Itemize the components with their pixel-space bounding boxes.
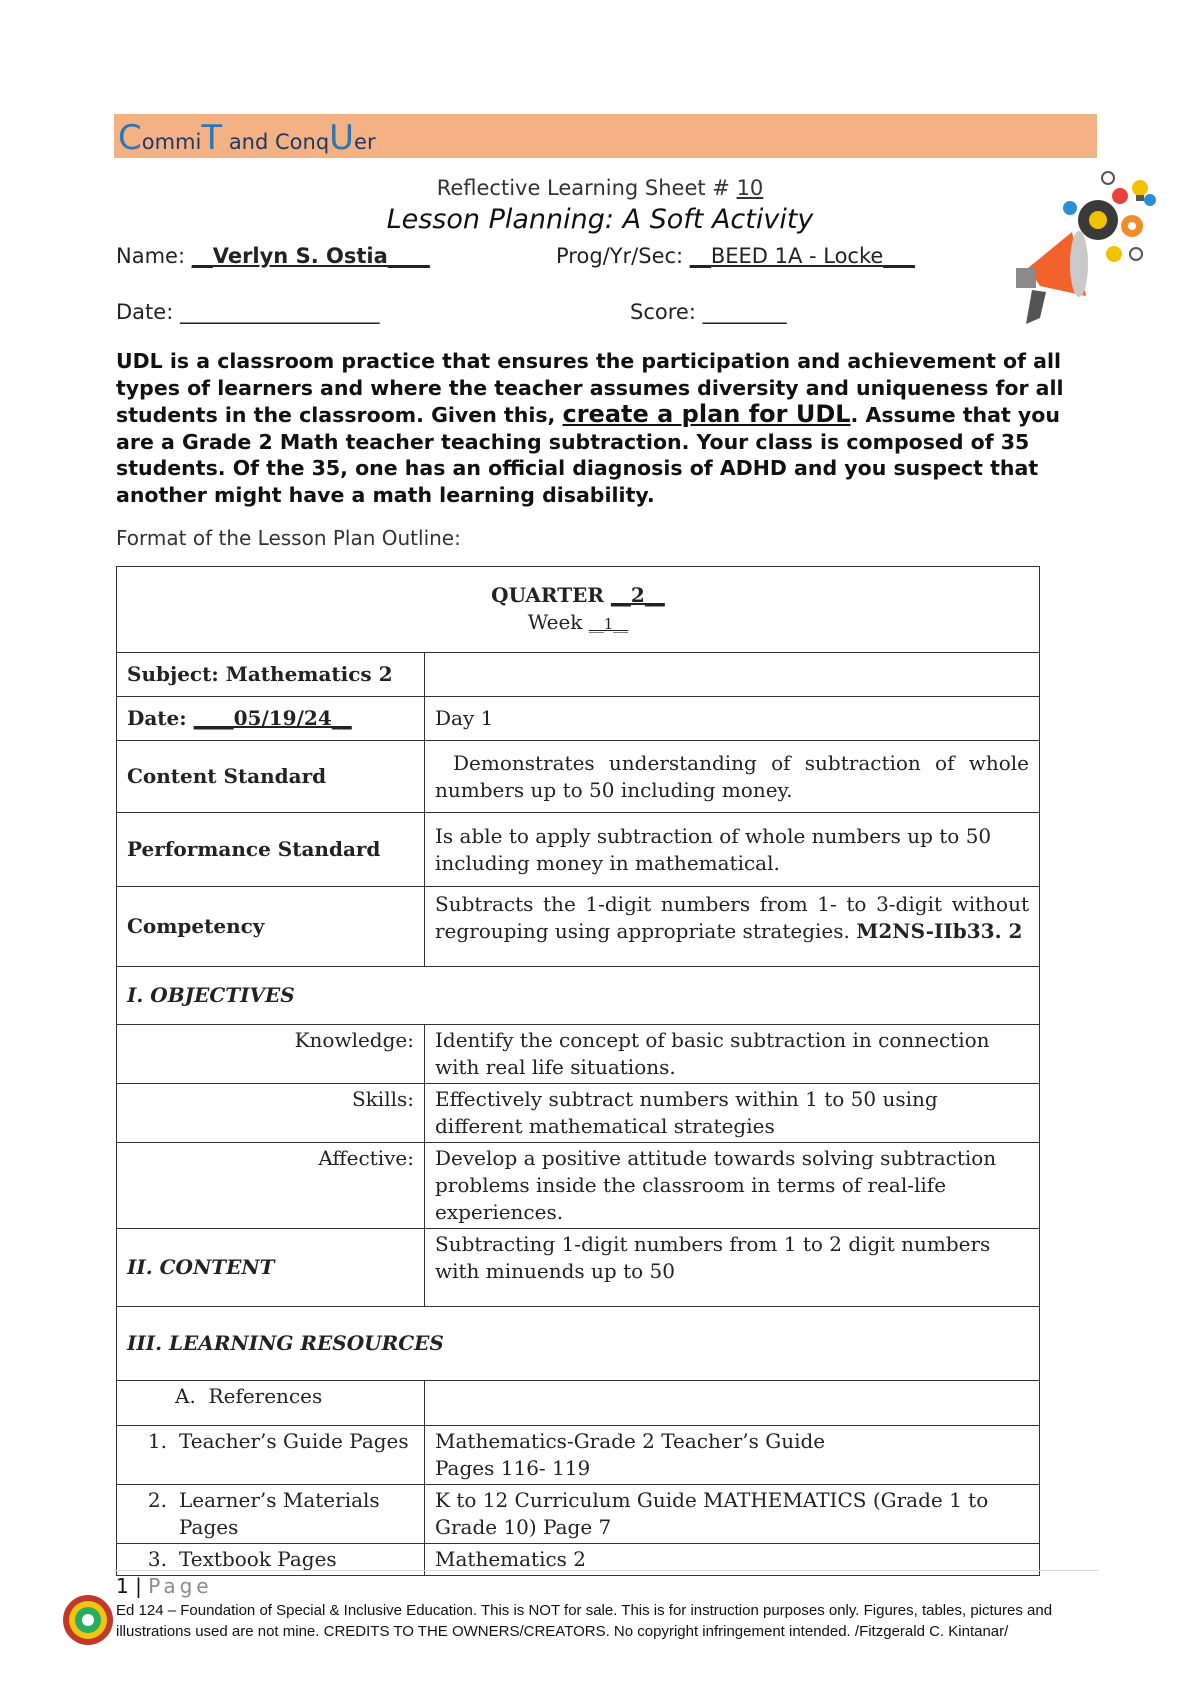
content-standard-value: Demonstrates understanding of subtraction of whole numbers up to 50 including money. <box>425 741 1040 813</box>
affective-value: Develop a positive attitude towards solving subtraction problems inside the classroom in terms of real-life experiences. <box>425 1143 1040 1229</box>
name-label: Name: <box>116 244 192 268</box>
page-title: Lesson Planning: A Soft Activity <box>386 204 814 235</box>
megaphone-gears-illustration <box>1010 168 1160 328</box>
outline-label: Format of the Lesson Plan Outline: <box>116 526 461 550</box>
week-heading: Week __1__ <box>527 609 629 634</box>
subject-label: Subject: Mathematics 2 <box>117 653 425 697</box>
emphasis-text: create a plan for UDL <box>562 400 851 428</box>
banner-text-2: and Conq <box>222 130 330 154</box>
footer-divider <box>114 1570 1098 1571</box>
competency-value: Subtracts the 1-digit numbers from 1- to 3-digit without regrouping using appropriate strategies. M2NS-IIb33. 2 <box>425 887 1040 967</box>
skills-value: Effectively subtract numbers within 1 to 50 using different mathematical strategies <box>425 1084 1040 1143</box>
table-row <box>117 1485 1040 1544</box>
performance-standard-label: Performance Standard <box>117 813 425 887</box>
table-row <box>117 1426 1040 1485</box>
subject-value <box>425 653 1040 697</box>
affective-label: Affective: <box>117 1143 425 1229</box>
score-field <box>630 300 787 324</box>
date-field <box>116 300 379 324</box>
objectives-heading: I. OBJECTIVES <box>117 967 1040 1025</box>
date-blank: ___________________ <box>179 300 380 324</box>
instructions-paragraph: UDL is a classroom practice that ensures the participation and achievement of all types of learners and where the teacher assumes diversity and uniqueness for all students in the classroom. Given this, create a plan for UDL. Assume that you are a Grade 2 Math teacher teaching subtraction. Your class is composed of 35 students. Of the 35, one has an official diagnosis of ADHD and you suspect that another might have a math learning disability. <box>116 349 1064 507</box>
ref1-label: 1. Teacher’s Guide Pages <box>117 1426 425 1485</box>
table-row <box>117 1381 1040 1426</box>
banner-letter-c: C <box>118 118 142 158</box>
ref2-label: 2. Learner’s Materials Pages <box>117 1485 425 1544</box>
date-cell: Date: ____05/19/24__ <box>117 697 425 741</box>
table-row <box>117 567 1040 653</box>
performance-standard-value: Is able to apply subtraction of whole numbers up to 50 including money in mathematical. <box>425 813 1040 887</box>
skills-label: Skills: <box>117 1084 425 1143</box>
megaphone-icon <box>1016 231 1088 324</box>
competency-label: Competency <box>117 887 425 967</box>
references-value <box>425 1381 1040 1426</box>
table-row <box>117 813 1040 887</box>
prog-field <box>556 244 915 268</box>
school-seal-icon <box>62 1594 114 1646</box>
table-row <box>117 1307 1040 1381</box>
date-label: Date: <box>116 300 180 324</box>
page-number: 1 | Page <box>116 1574 213 1598</box>
content-heading: II. CONTENT <box>117 1229 425 1307</box>
banner-text-3: er <box>354 130 376 154</box>
banner-letter-u: U <box>329 118 355 158</box>
content-value: Subtracting 1-digit numbers from 1 to 2 digit numbers with minuends up to 50 <box>425 1229 1040 1307</box>
banner-letter-t: T <box>201 118 223 158</box>
title-banner <box>114 114 1097 158</box>
ref1-value: Mathematics-Grade 2 Teacher’s Guide Pages 116- 119 <box>425 1426 1040 1485</box>
lesson-plan-table <box>116 566 1040 1576</box>
table-row <box>117 1143 1040 1229</box>
prog-value: __BEED 1A - Locke___ <box>689 244 915 268</box>
knowledge-value: Identify the concept of basic subtraction in connection with real life situations. <box>425 1025 1040 1084</box>
table-row <box>117 697 1040 741</box>
name-value: __Verlyn S. Ostia____ <box>191 244 430 268</box>
table-row <box>117 1229 1040 1307</box>
prog-label: Prog/Yr/Sec: <box>556 244 690 268</box>
quarter-heading: QUARTER __2__ <box>491 582 665 607</box>
content-standard-label: Content Standard <box>117 741 425 813</box>
quarter-cell <box>117 567 1040 653</box>
ref3-value: Mathematics 2 <box>425 1544 1040 1576</box>
score-label: Score: <box>630 300 703 324</box>
banner-title <box>118 118 376 158</box>
name-field <box>116 244 430 268</box>
references-label: A. References <box>117 1381 425 1426</box>
table-row <box>117 1084 1040 1143</box>
table-row <box>117 741 1040 813</box>
table-row <box>117 653 1040 697</box>
table-row <box>117 887 1040 967</box>
table-row <box>117 1025 1040 1084</box>
knowledge-label: Knowledge: <box>117 1025 425 1084</box>
resources-heading: III. LEARNING RESOURCES <box>117 1307 1040 1381</box>
score-blank: ________ <box>702 300 787 324</box>
table-row <box>117 967 1040 1025</box>
day-value: Day 1 <box>425 697 1040 741</box>
ref2-value: K to 12 Curriculum Guide MATHEMATICS (Grade 1 to Grade 10) Page 7 <box>425 1485 1040 1544</box>
sheet-prefix: Reflective Learning Sheet # <box>436 176 737 200</box>
footer-disclaimer: Ed 124 – Foundation of Special & Inclusive Education. This is NOT for sale. This is for instruction purposes only. Figures, tables, pictures and illustrations used are not mine. CREDITS TO THE OWNERS/CREATORS. No copyright infringement intended. /Fitzgerald C. Kintanar/ <box>116 1602 1053 1640</box>
ref3-label: 3. Textbook Pages <box>117 1544 425 1576</box>
sheet-number-value: 10 <box>736 176 764 200</box>
banner-text-1: ommi <box>141 130 202 154</box>
